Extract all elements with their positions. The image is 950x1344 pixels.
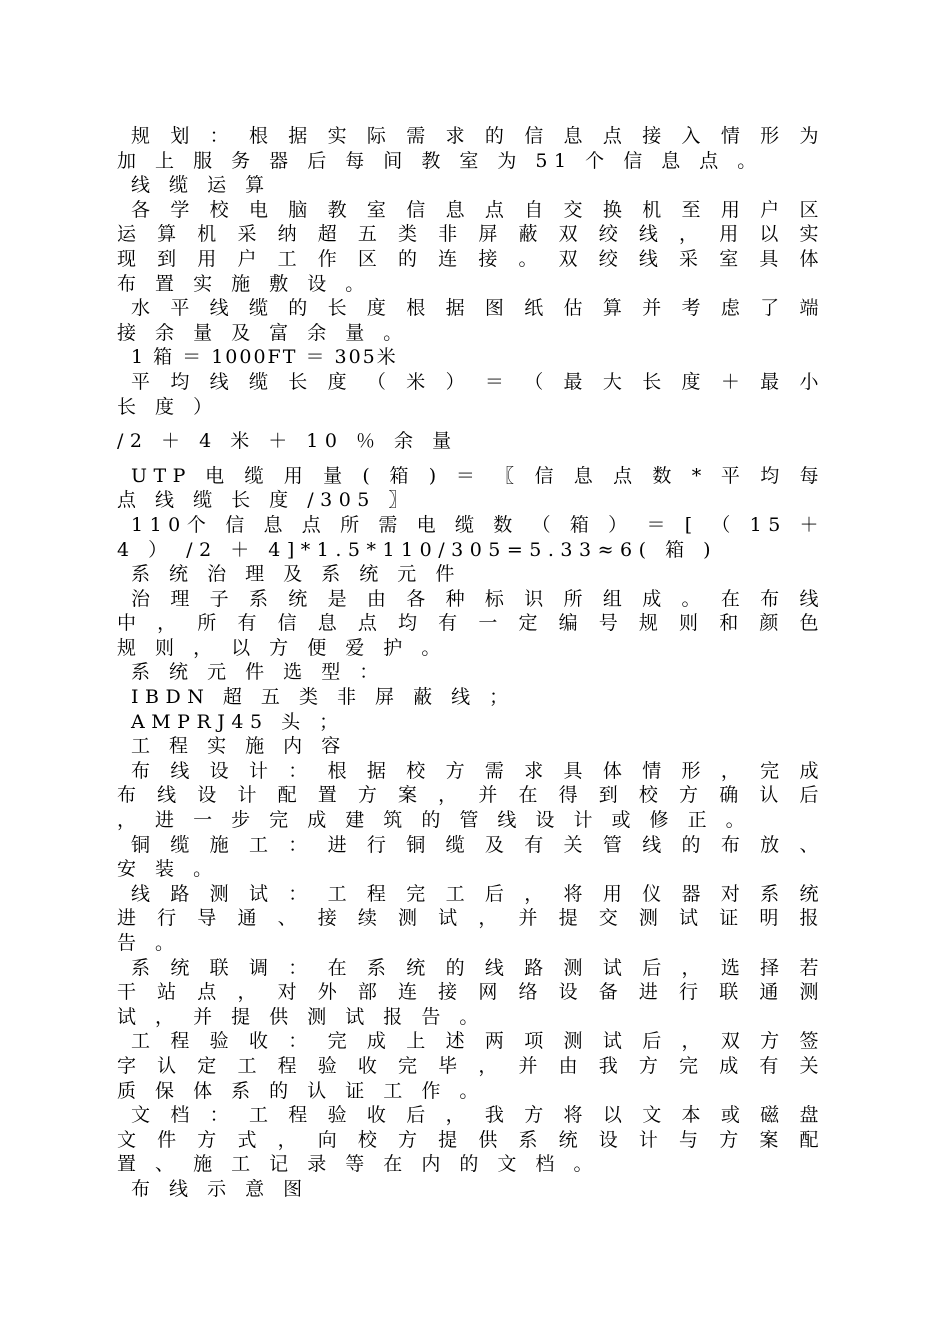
paragraph-system-joint-debug: 系 统 联 调 ： 在 系 统 的 线 路 测 试 后 ， 选 择 若 干 站 点 ， 对 外 部 连 接 网 络 设 备 进 行 联 通 测 试 ， 并 提 供 测 试 报 告 。 xyxy=(117,956,825,1028)
heading-cable-calculation: 线 缆 运 算 xyxy=(131,174,271,197)
formula-cable-count: 110个 信 息 点 所 需 电 缆 数 （ 箱 ） ＝ [ （ 15 ＋ 4 ） /2 ＋ 4]*1.5*110/305=5.33≈6( 箱 ) xyxy=(117,513,825,561)
heading-system-management: 系 统 治 理 及 系 统 元 件 xyxy=(131,563,461,586)
paragraph-acceptance: 工 程 验 收 ： 完 成 上 述 两 项 测 试 后 ， 双 方 签 字 认 定 工 程 验 收 完 毕 ， 并 由 我 方 完 成 有 关 质 保 体 系 的 认 证 工 作 。 xyxy=(117,1030,825,1102)
heading-implementation: 工 程 实 施 内 容 xyxy=(131,735,347,758)
paragraph-planning: 规 划 ： 根 据 实 际 需 求 的 信 息 点 接 入 情 形 为 加 上 服 务 器 后 每 间 教 室 为 51 个 信 息 点 。 xyxy=(117,125,825,172)
paragraph-copper-install: 铜 缆 施 工 ： 进 行 铜 缆 及 有 关 管 线 的 布 放 、 安 装 。 xyxy=(117,833,825,881)
list-item-rj45: AMPRJ45 头 ； xyxy=(131,710,345,733)
paragraph-documentation: 文 档 ： 工 程 验 收 后 ， 我 方 将 以 文 本 或 磁 盘 文 件 方 式 ， 向 校 方 提 供 系 统 设 计 与 方 案 配 置 、 施 工 记 录 等 在 内 的 文 档 。 xyxy=(117,1104,825,1176)
paragraph-cable-length: 水 平 线 缆 的 长 度 根 据 图 纸 估 算 并 考 虑 了 端 接 余 量 及 富 余 量 。 xyxy=(117,297,825,344)
paragraph-cabling-design: 布 线 设 计 ： 根 据 校 方 需 求 具 体 情 形 ， 完 成 布 线 设 计 配 置 方 案 ， 并 在 得 到 校 方 确 认 后 ， 进 一 步 完 成 建 筑 的 管 线 设 计 或 修 正 。 xyxy=(117,759,825,832)
paragraph-line-test: 线 路 测 试 ： 工 程 完 工 后 ， 将 用 仪 器 对 系 统 进 行 导 通 、 接 续 测 试 ， 并 提 交 测 试 证 明 报 告 。 xyxy=(117,882,825,954)
formula-utp-usage: UTP 电 缆 用 量 ( 箱 ) ＝ 〖 信 息 点 数 * 平 均 每 点 线 缆 长 度 /305 〗 xyxy=(117,464,825,512)
heading-cabling-diagram: 布 线 示 意 图 xyxy=(131,1177,309,1200)
paragraph-cable-intro: 各 学 校 电 脑 教 室 信 息 点 自 交 换 机 至 用 户 区 运 算 机 采 纳 超 五 类 非 屏 蔽 双 绞 线 ， 用 以 实 现 到 用 户 工 作 区 的 连 接 。 双 绞 线 采 室 具 体 布 置 实 施 敷 设 。 xyxy=(117,198,825,295)
formula-average-length-cont: /2 ＋ 4 米 ＋ 10 ％ 余 量 xyxy=(117,430,458,453)
heading-component-selection: 系 统 元 件 选 型 ： xyxy=(131,661,385,684)
document-body xyxy=(117,124,825,1202)
list-item-ibdn: IBDN 超 五 类 非 屏 蔽 线 ； xyxy=(131,686,515,709)
formula-box-length: 1 箱 ＝ 1000FT ＝ 305米 xyxy=(131,346,398,369)
paragraph-management-subsystem: 治 理 子 系 统 是 由 各 种 标 识 所 组 成 。 在 布 线 中 ， 所 有 信 息 点 均 有 一 定 编 号 规 则 和 颜 色 规 则 ， 以 方 便 爱 护 。 xyxy=(117,587,825,659)
formula-average-length: 平 均 线 缆 长 度 （ 米 ） ＝ （ 最 大 长 度 ＋ 最 小 长 度 ） xyxy=(117,370,825,418)
